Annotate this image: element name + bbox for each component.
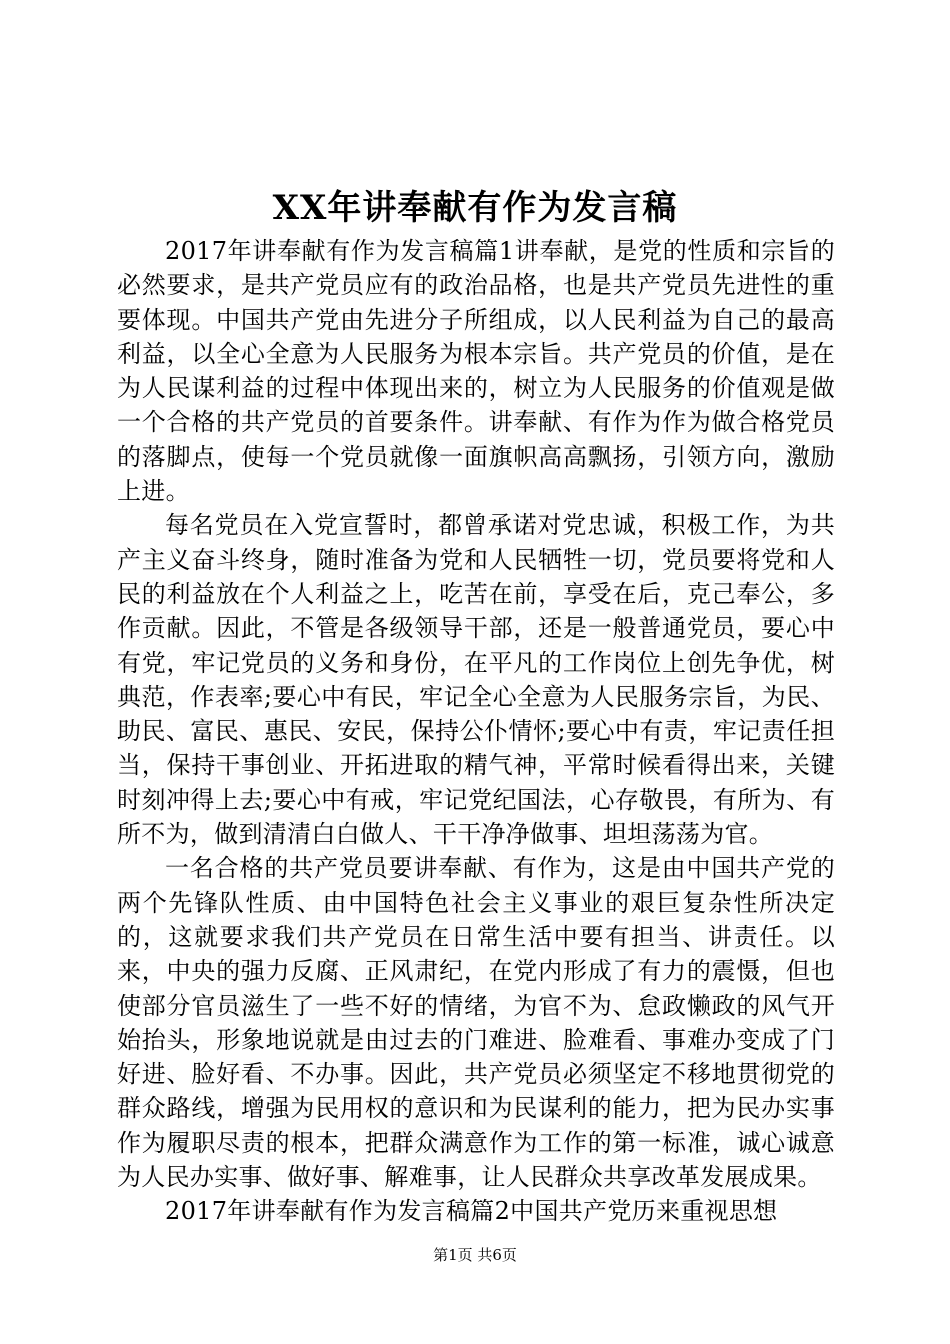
- paragraph-2: 每名党员在入党宣誓时，都曾承诺对党忠诚，积极工作，为共产主义奋斗终身，随时准备为党和人民牺牲一切，党员要将党和人民的利益放在个人利益之上，吃苦在前，享受在后，克己奉公，多作贡献。因此，不管是各级领导干部，还是一般普通党员，要心中有党，牢记党员的义务和身份，在平凡的工作岗位上创先争优，树典范，作表率;要心中有民，牢记全心全意为人民服务宗旨，为民、助民、富民、惠民、安民，保持公仆情怀;要心中有责，牢记责任担当，保持干事创业、开拓进取的精气神，平常时候看得出来，关键时刻冲得上去;要心中有戒，牢记党纪国法，心存敬畏，有所为、有所不为，做到清清白白做人、干干净净做事、坦坦荡荡为官。: [117, 511, 835, 849]
- page-number-footer: 第1页 共6页: [433, 1246, 517, 1264]
- document-title: XX年讲奉献有作为发言稿: [272, 188, 678, 228]
- document-body: [117, 234, 835, 1229]
- paragraph-1: 2017年讲奉献有作为发言稿篇1讲奉献，是党的性质和宗旨的必然要求，是共产党员应有的政治品格，也是共产党员先进性的重要体现。中国共产党由先进分子所组成，以人民利益为自己的最高利益，以全心全意为人民服务为根本宗旨。共产党员的价值，是在为人民谋利益的过程中体现出来的，树立为人民服务的价值观是做一个合格的共产党员的首要条件。讲奉献、有作为作为做合格党员的落脚点，使每一个党员就像一面旗帜高高飘扬，引领方向，激励上进。: [117, 237, 835, 506]
- paragraph-3: 一名合格的共产党员要讲奉献、有作为，这是由中国共产党的两个先锋队性质、由中国特色社会主义事业的艰巨复杂性所决定的，这就要求我们共产党员在日常生活中要有担当、讲责任。以来，中央的强力反腐、正风肃纪，在党内形成了有力的震慑，但也使部分官员滋生了一些不好的情绪，为官不为、怠政懒政的风气开始抬头，形象地说就是由过去的门难进、脸难看、事难办变成了门好进、脸好看、不办事。因此，共产党员必须坚定不移地贯彻党的群众路线，增强为民用权的意识和为民谋利的能力，把为民办实事作为履职尽责的根本，把群众满意作为工作的第一标准，诚心诚意为人民办实事、做好事、解难事，让人民群众共享改革发展成果。: [117, 854, 835, 1192]
- paragraph-4: 2017年讲奉献有作为发言稿篇2中国共产党历来重视思想: [165, 1197, 778, 1226]
